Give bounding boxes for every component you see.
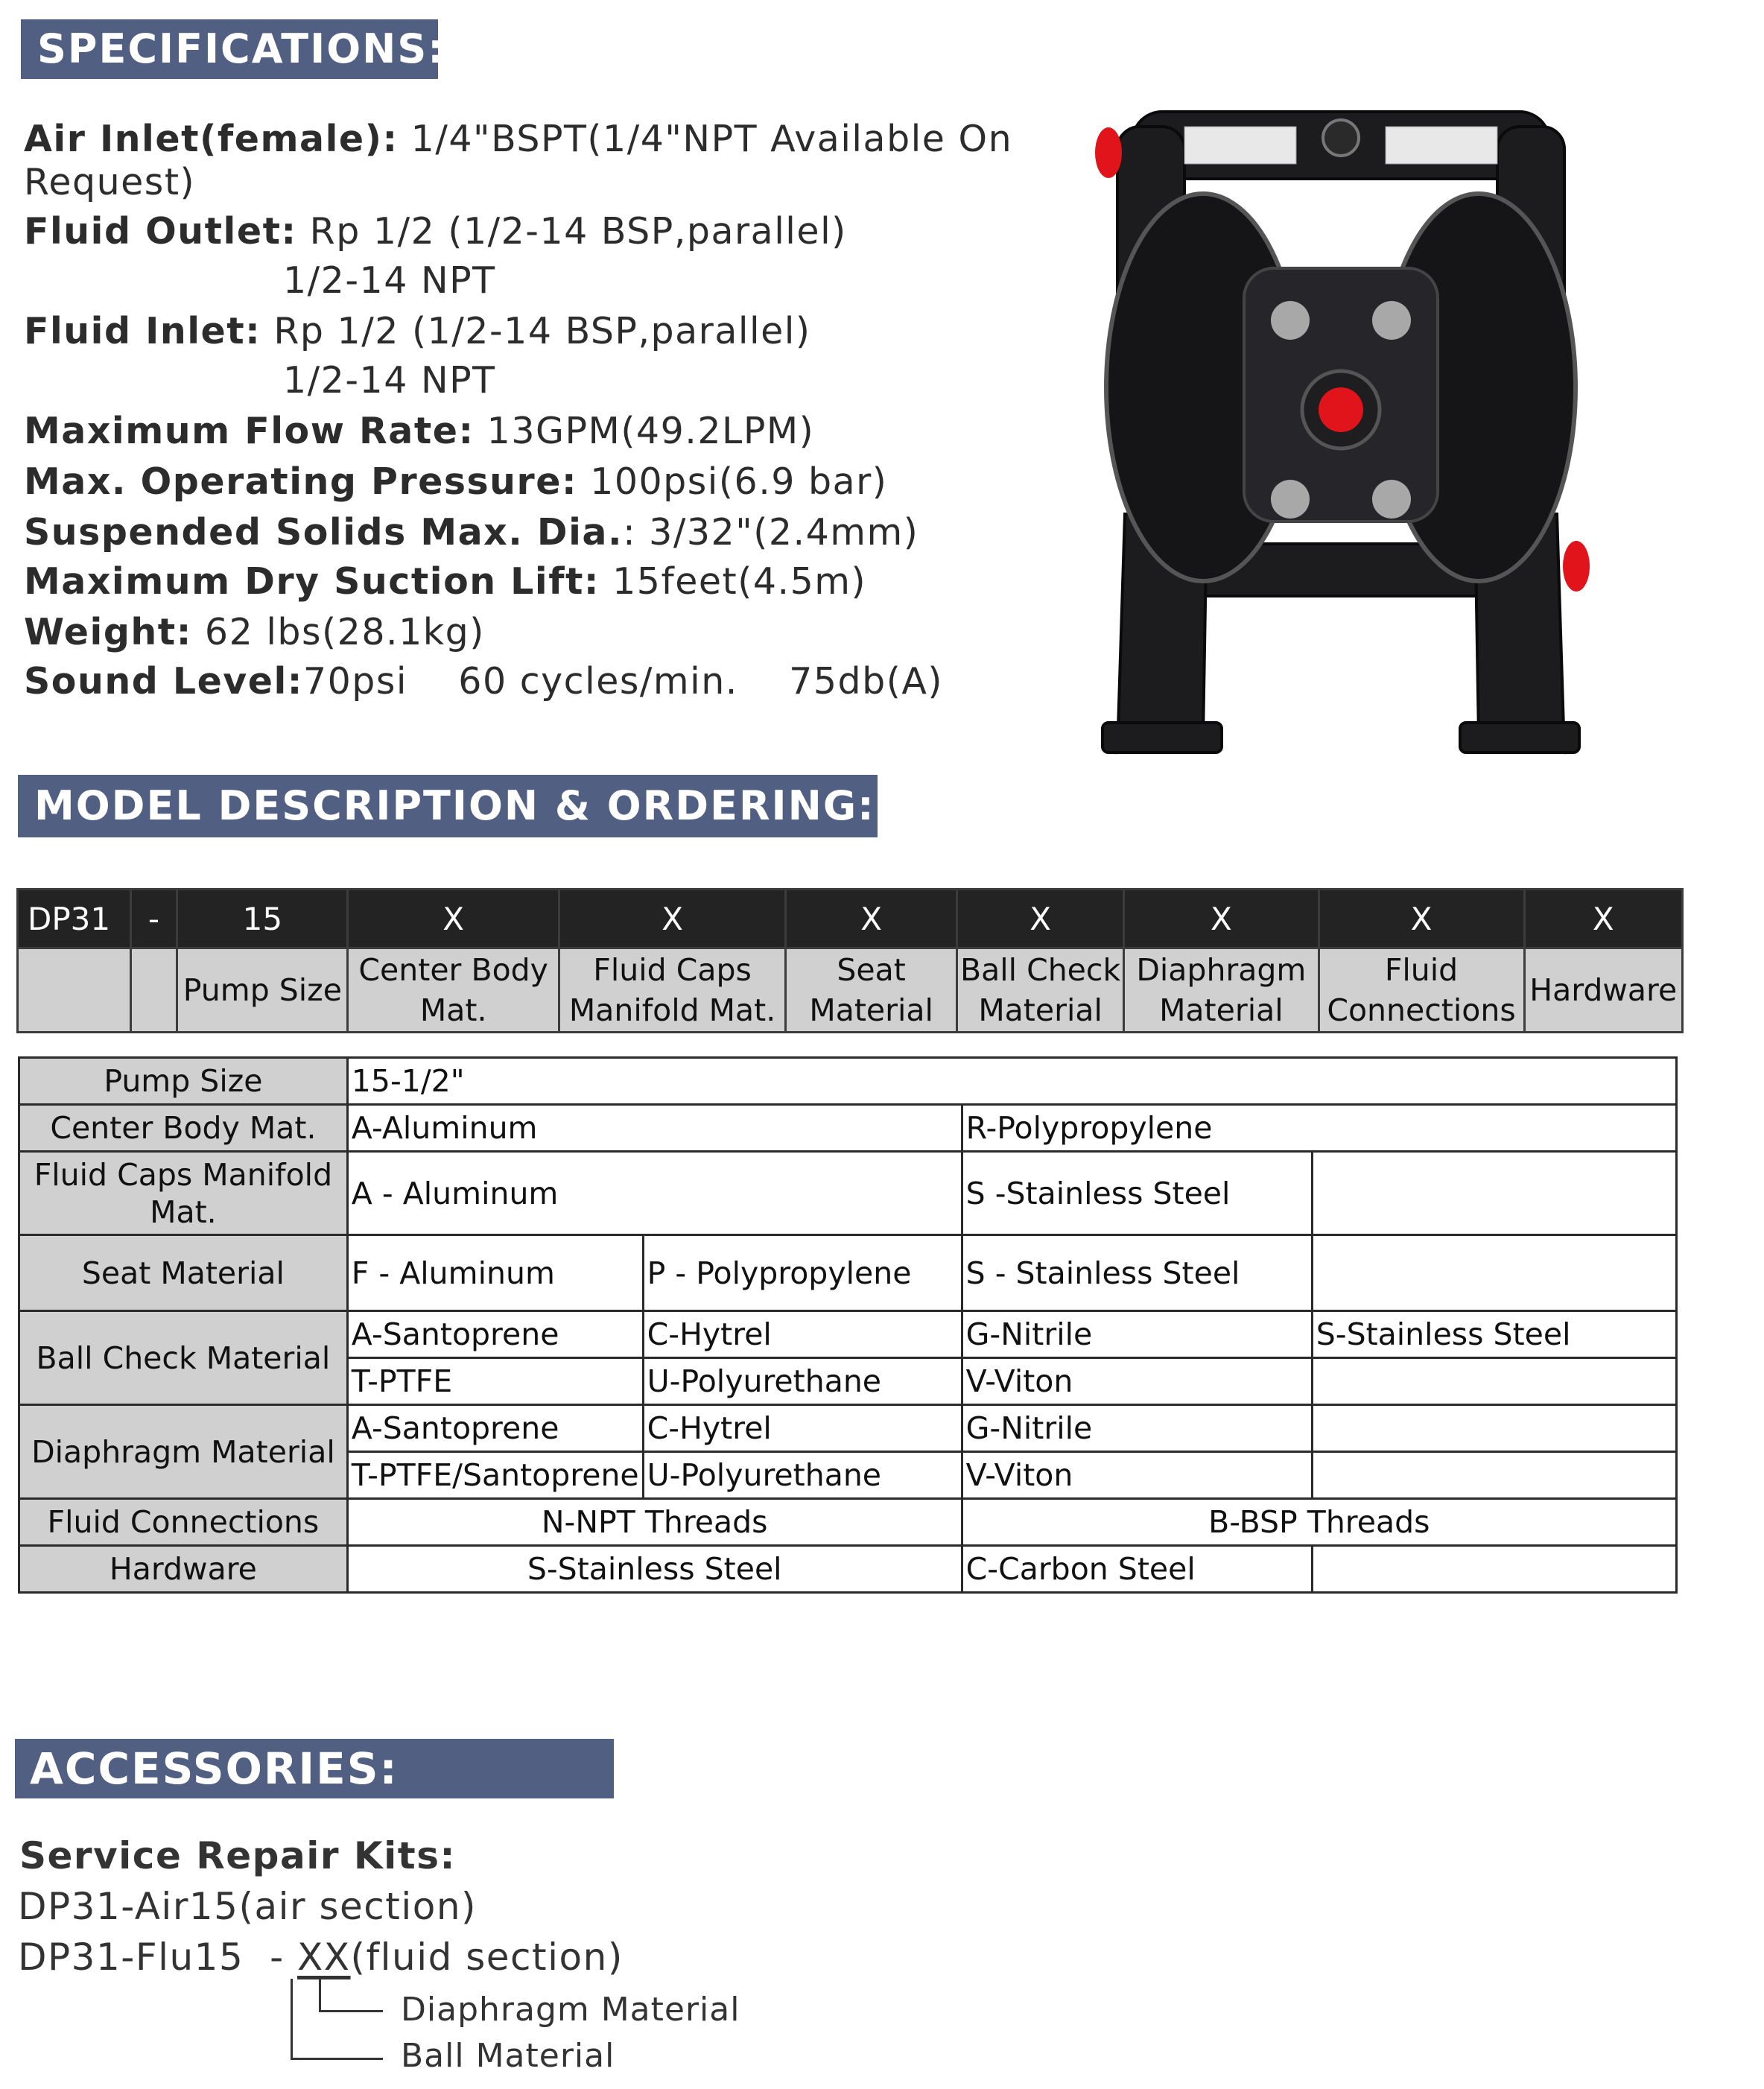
option-value: S-Stainless Steel [1312,1311,1676,1358]
option-value: V-Viton [962,1358,1312,1405]
kit-air-section: DP31-Air15(air section) [18,1885,478,1928]
option-value: A-Santoprene [347,1405,643,1452]
spec-max-flow: Maximum Flow Rate: 13GPM(49.2LPM) [24,410,815,452]
connector-line [291,2058,383,2060]
options-table [18,1056,1678,1594]
code-label [130,948,177,1033]
option-value: T-PTFE/Santoprene [347,1452,643,1499]
option-value: G-Nitrile [962,1405,1312,1452]
option-empty [1312,1152,1676,1235]
option-value: 15-1/2" [347,1058,1676,1105]
spec-fluid-outlet-alt: 1/2-14 NPT [283,259,496,302]
option-value: C-Hytrel [643,1311,962,1358]
option-value: R-Polypropylene [962,1105,1676,1152]
option-value: B-BSP Threads [962,1499,1676,1546]
table-row [19,1235,1677,1311]
code-cell: X [1319,890,1524,948]
code-label: Ball Check Material [957,948,1124,1033]
code-label: Center Body Mat. [348,948,559,1033]
table-row [19,1499,1677,1546]
option-value: C-Hytrel [643,1405,962,1452]
spec-fluid-outlet: Fluid Outlet: Rp 1/2 (1/2-14 BSP,parallel) [24,210,847,253]
table-row [19,1311,1677,1358]
table-row [19,1405,1677,1452]
code-cell: 15 [177,890,348,948]
option-value: S - Stainless Steel [962,1235,1312,1311]
code-cell: X [786,890,957,948]
option-value: A - Aluminum [347,1152,962,1235]
spec-dry-suction: Maximum Dry Suction Lift: 15feet(4.5m) [24,560,867,603]
code-cell: - [130,890,177,948]
option-head: Fluid Connections [19,1499,348,1546]
option-value: F - Aluminum [347,1235,643,1311]
table-row [19,1152,1677,1235]
code-cell: X [1124,890,1319,948]
table-row [19,1105,1677,1152]
code-label: Hardware [1524,948,1683,1033]
option-value: T-PTFE [347,1358,643,1405]
model-description-banner: MODEL DESCRIPTION & ORDERING: [18,775,878,837]
option-head: Pump Size [19,1058,348,1105]
note-diaphragm-material: Diaphragm Material [401,1991,740,2029]
option-value: U-Polyurethane [643,1358,962,1405]
code-cell: X [348,890,559,948]
option-value: S-Stainless Steel [347,1546,962,1593]
option-value: S -Stainless Steel [962,1152,1312,1235]
code-label: Fluid Caps Manifold Mat. [559,948,785,1033]
specifications-banner: SPECIFICATIONS: [21,19,438,79]
table-row [19,1058,1677,1105]
connector-line [291,1979,293,2059]
note-ball-material: Ball Material [401,2037,615,2075]
option-value: A-Aluminum [347,1105,962,1152]
option-value: C-Carbon Steel [962,1546,1312,1593]
option-value: V-Viton [962,1452,1312,1499]
option-head: Fluid Caps Manifold Mat. [19,1152,348,1235]
code-label: Diaphragm Material [1124,948,1319,1033]
spec-air-inlet-cont: Request) [24,161,196,203]
option-head: Diaphragm Material [19,1405,348,1499]
option-value: A-Santoprene [347,1311,643,1358]
pump-illustration [1073,97,1609,767]
connector-line [319,1979,321,2012]
code-label: Seat Material [786,948,957,1033]
spec-fluid-inlet-alt: 1/2-14 NPT [283,359,496,402]
code-label [18,948,131,1033]
code-cell: DP31 [18,890,131,948]
connector-line [319,2010,383,2012]
spec-fluid-inlet: Fluid Inlet: Rp 1/2 (1/2-14 BSP,parallel) [24,310,811,352]
code-cell: X [957,890,1124,948]
accessories-banner: ACCESSORIES: [15,1739,614,1798]
table-row [19,1546,1677,1593]
spec-sound-level: Sound Level:70psi 60 cycles/min. 75db(A) [24,660,943,703]
spec-air-inlet: Air Inlet(female): 1/4"BSPT(1/4"NPT Available On [24,118,1013,160]
option-head: Hardware [19,1546,348,1593]
option-value: N-NPT Threads [347,1499,962,1546]
option-value: P - Polypropylene [643,1235,962,1311]
option-empty [1312,1546,1676,1593]
option-head: Center Body Mat. [19,1105,348,1152]
pump-air-inlet-port [1302,371,1380,448]
spec-max-pressure: Max. Operating Pressure: 100psi(6.9 bar) [24,460,888,503]
option-empty [1312,1452,1676,1499]
code-cell: X [1524,890,1683,948]
code-cell: X [559,890,785,948]
option-value: G-Nitrile [962,1311,1312,1358]
option-empty [1312,1235,1676,1311]
spec-suspended-solids: Suspended Solids Max. Dia.: 3/32"(2.4mm) [24,511,919,554]
code-label: Pump Size [177,948,348,1033]
option-empty [1312,1358,1676,1405]
code-label: Fluid Connections [1319,948,1524,1033]
service-kits-heading: Service Repair Kits: [19,1834,456,1877]
option-value: U-Polyurethane [643,1452,962,1499]
kit-fluid-section: DP31-Flu15 - XX(fluid section) [18,1936,624,1979]
spec-weight: Weight: 62 lbs(28.1kg) [24,611,485,653]
ordering-code-table [16,888,1684,1033]
option-head: Ball Check Material [19,1311,348,1405]
option-empty [1312,1405,1676,1452]
option-head: Seat Material [19,1235,348,1311]
